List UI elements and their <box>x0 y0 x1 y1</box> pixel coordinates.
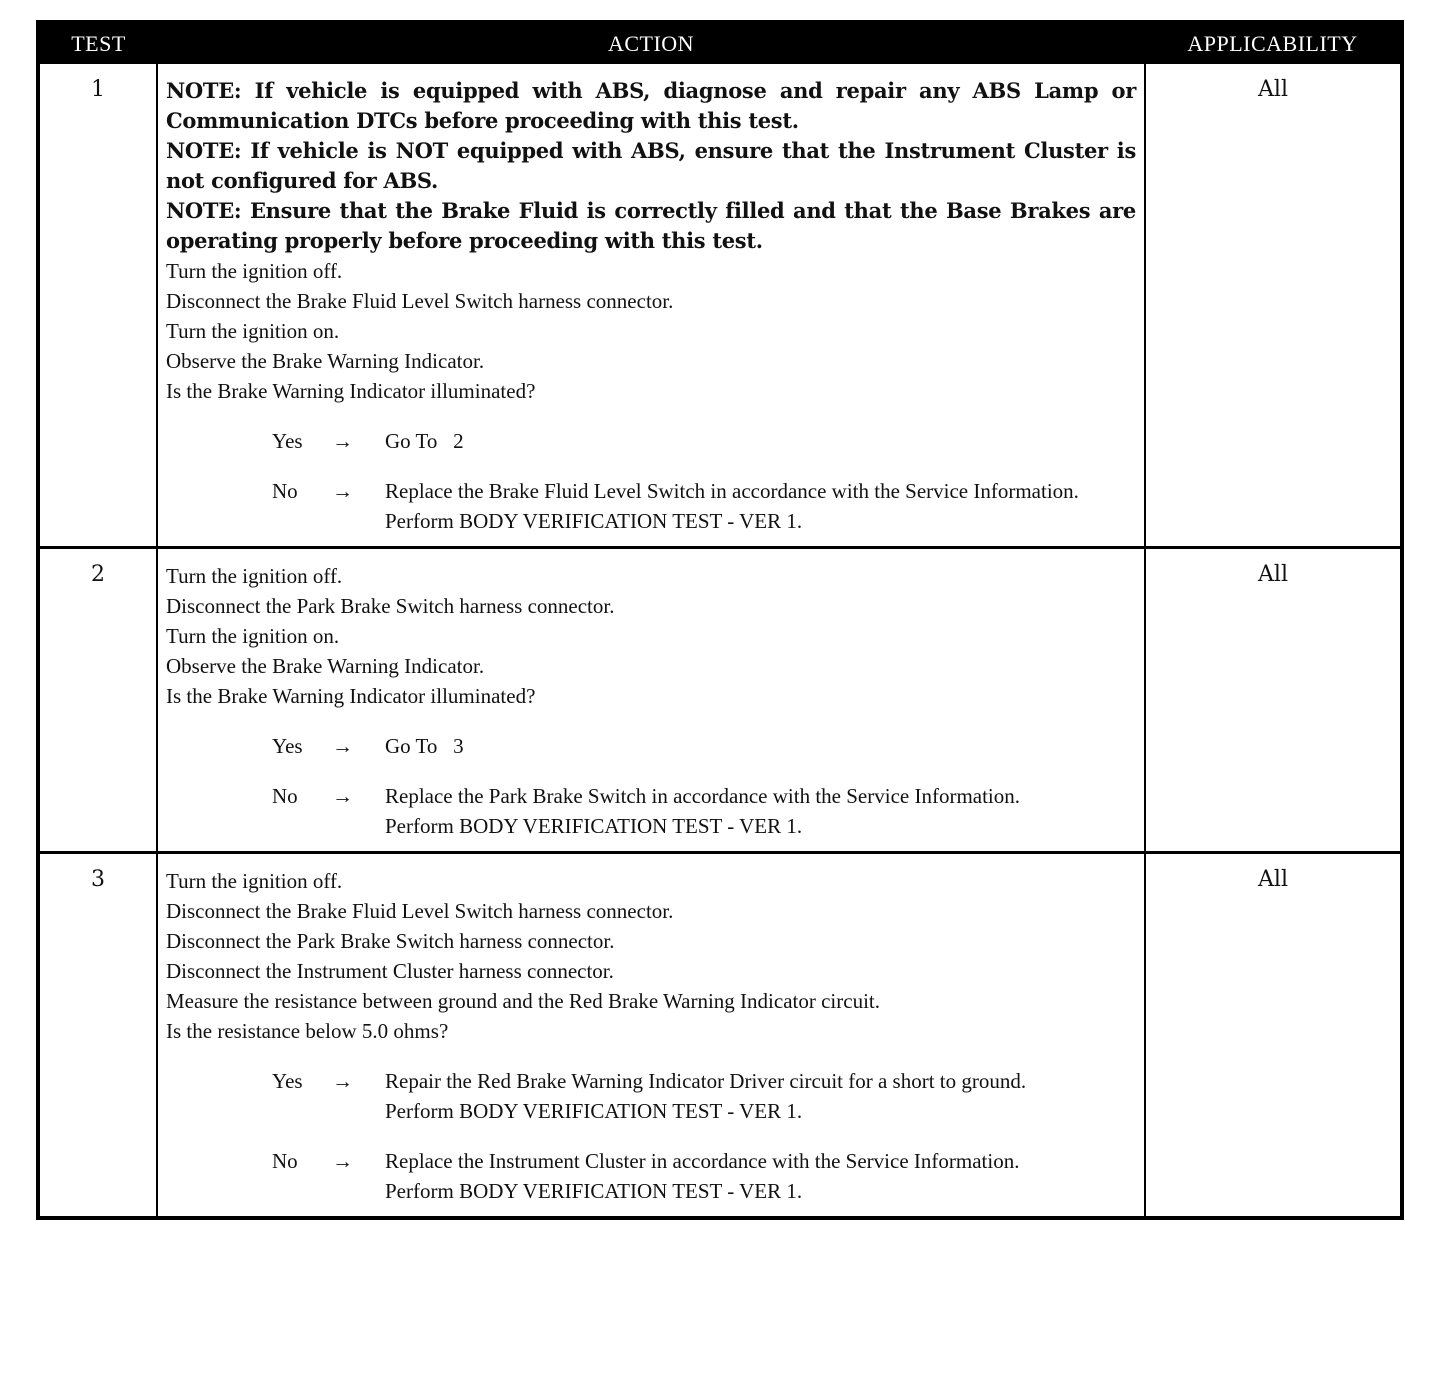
result-label: Yes <box>272 429 303 453</box>
result-line: Perform BODY VERIFICATION TEST - VER 1. <box>385 1179 803 1203</box>
result-yes <box>166 1066 1136 1126</box>
right-arrow-icon: → <box>332 479 353 503</box>
result-line: Perform BODY VERIFICATION TEST - VER 1. <box>385 1099 803 1123</box>
step-text: Disconnect the Park Brake Switch harness connector. <box>166 929 615 953</box>
result-yes <box>166 731 1136 761</box>
result-label: No <box>272 1149 298 1173</box>
step-text: Observe the Brake Warning Indicator. <box>166 654 485 678</box>
step-text: Observe the Brake Warning Indicator. <box>166 349 485 373</box>
result-yes <box>166 426 1136 456</box>
step-text: Disconnect the Park Brake Switch harness connector. <box>166 594 615 618</box>
result-body <box>385 1066 1136 1126</box>
result-line: Go To 2 <box>385 429 464 453</box>
action-cell <box>157 64 1145 548</box>
result-label: No <box>272 479 298 503</box>
result-label: Yes <box>272 734 303 758</box>
result-line: Go To 3 <box>385 734 464 758</box>
result-label: No <box>272 784 298 808</box>
diagnostic-test-table <box>36 20 1404 1220</box>
step-text: Is the Brake Warning Indicator illuminated? <box>166 379 536 403</box>
table-header <box>38 22 1402 64</box>
header-applicability: APPLICABILITY <box>1145 22 1402 64</box>
right-arrow-icon: → <box>332 429 353 453</box>
result-no <box>166 781 1136 841</box>
step-text: Disconnect the Brake Fluid Level Switch harness connector. <box>166 899 674 923</box>
action-cell <box>157 853 1145 1219</box>
test-row <box>38 64 1402 548</box>
note-text: NOTE: If vehicle is equipped with ABS, diagnose and repair any ABS Lamp or Communication DTCs before proceeding with this test. <box>166 78 1136 133</box>
test-number: 1 <box>38 64 157 548</box>
result-line: Replace the Instrument Cluster in accordance with the Service Information. <box>385 1149 1020 1173</box>
result-body <box>385 781 1136 841</box>
table-body <box>38 64 1402 1218</box>
header-action: ACTION <box>157 22 1145 64</box>
result-line: Repair the Red Brake Warning Indicator Driver circuit for a short to ground. <box>385 1069 1027 1093</box>
step-text: Turn the ignition off. <box>166 869 343 893</box>
result-label: Yes <box>272 1069 303 1093</box>
step-text: Disconnect the Brake Fluid Level Switch harness connector. <box>166 289 674 313</box>
applicability-value: All <box>1145 64 1402 548</box>
right-arrow-icon: → <box>332 1149 353 1173</box>
step-text: Turn the ignition on. <box>166 624 340 648</box>
applicability-value: All <box>1145 853 1402 1219</box>
step-text: Is the resistance below 5.0 ohms? <box>166 1019 449 1043</box>
step-text: Is the Brake Warning Indicator illuminated? <box>166 684 536 708</box>
step-text: Turn the ignition off. <box>166 259 343 283</box>
test-row <box>38 548 1402 853</box>
test-row <box>38 853 1402 1219</box>
action-cell <box>157 548 1145 853</box>
result-no <box>166 476 1136 536</box>
step-text: Turn the ignition on. <box>166 319 340 343</box>
result-line: Perform BODY VERIFICATION TEST - VER 1. <box>385 509 803 533</box>
note-text: NOTE: Ensure that the Brake Fluid is correctly filled and that the Base Brakes are operating properly before proceeding with this test. <box>166 198 1136 253</box>
right-arrow-icon: → <box>332 734 353 758</box>
right-arrow-icon: → <box>332 1069 353 1093</box>
header-test: TEST <box>38 22 157 64</box>
result-body <box>385 476 1136 536</box>
applicability-value: All <box>1145 548 1402 853</box>
result-line: Replace the Park Brake Switch in accordance with the Service Information. <box>385 784 1021 808</box>
note-text: NOTE: If vehicle is NOT equipped with ABS, ensure that the Instrument Cluster is not configured for ABS. <box>166 138 1136 193</box>
result-line: Perform BODY VERIFICATION TEST - VER 1. <box>385 814 803 838</box>
result-body <box>385 731 1136 761</box>
result-line: Replace the Brake Fluid Level Switch in accordance with the Service Information. <box>385 479 1079 503</box>
right-arrow-icon: → <box>332 784 353 808</box>
test-number: 2 <box>38 548 157 853</box>
result-body <box>385 1146 1136 1206</box>
result-body <box>385 426 1136 456</box>
result-no <box>166 1146 1136 1206</box>
step-text: Disconnect the Instrument Cluster harness connector. <box>166 959 614 983</box>
test-number: 3 <box>38 853 157 1219</box>
step-text: Measure the resistance between ground and the Red Brake Warning Indicator circuit. <box>166 989 880 1013</box>
step-text: Turn the ignition off. <box>166 564 343 588</box>
